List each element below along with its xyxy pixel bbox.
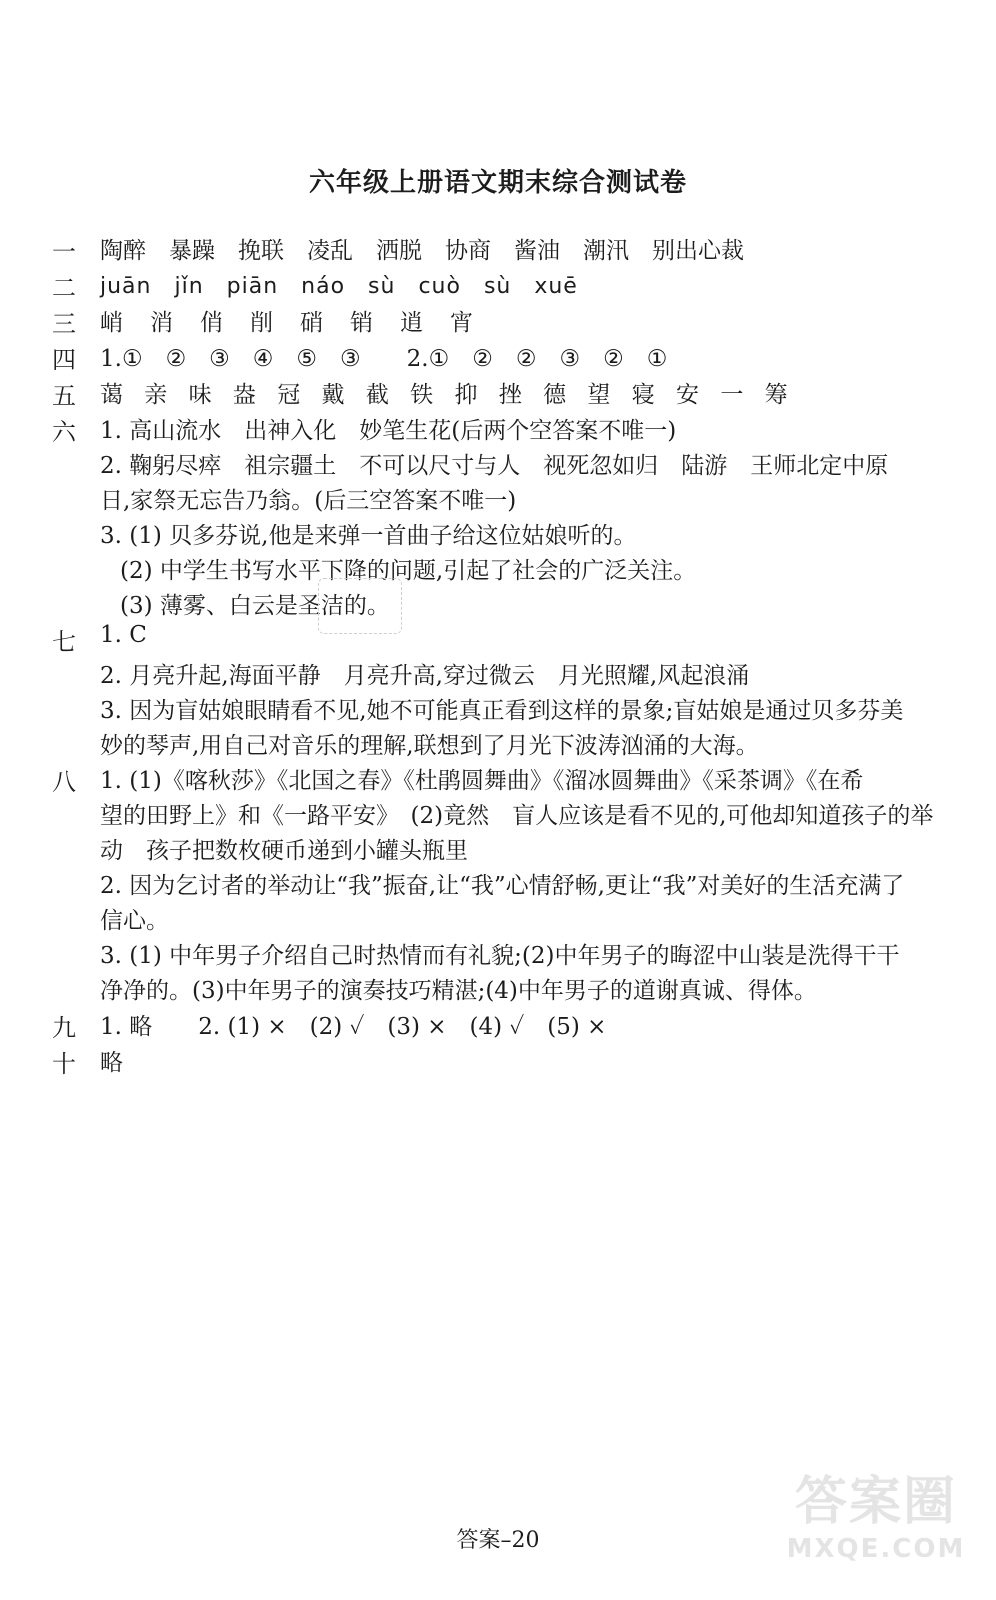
section-8-line-1: 1. (1)《喀秋莎》《北国之春》《杜鹃圆舞曲》《溜冰圆舞曲》《采茶调》《在希 [100, 768, 864, 794]
section-4-line-1: 1.① ② ③ ④ ⑤ ③ 2.① ② ② ③ ② ① [100, 346, 668, 372]
section-10-line-1: 略 [100, 1050, 123, 1076]
section-number-5: 五 [52, 382, 76, 410]
watermark-bottom: MXQE.COM [786, 1534, 966, 1564]
stamp-mark [318, 578, 402, 634]
section-number-10: 十 [52, 1050, 76, 1078]
section-7-line-1: 1. C [100, 622, 147, 648]
watermark-top: 答案圈 [794, 1472, 957, 1532]
page-title: 六年级上册语文期末综合测试卷 [308, 168, 687, 198]
section-1-line-1: 陶醉 暴躁 挽联 凌乱 洒脱 协商 酱油 潮汛 别出心裁 [100, 238, 744, 264]
section-9-line-1: 1. 略 2. (1) × (2) ✓ (3) × (4) ✓ (5) × [100, 1014, 607, 1040]
section-6-line-3: 日,家祭无忘告乃翁。(后三空答案不唯一) [100, 488, 517, 514]
section-number-1: 一 [52, 238, 76, 266]
section-3-line-1: 峭 消 俏 削 硝 销 逍 宵 [100, 310, 475, 336]
section-6-line-1: 1. 高山流水 出神入化 妙笔生花(后两个空答案不唯一) [100, 418, 677, 444]
section-7-line-2: 2. 月亮升起,海面平静 月亮升高,穿过微云 月光照耀,风起浪涌 [100, 663, 750, 689]
section-6-line-5: (2) 中学生书写水平下降的问题,引起了社会的广泛关注。 [120, 558, 697, 584]
section-2-line-1: juān jǐn piān náo sù cuò sù xuē [100, 274, 578, 299]
section-5-line-1: 蔼 亲 味 盎 冠 戴 截 铁 抑 挫 德 望 寝 安 一 筹 [100, 382, 795, 408]
section-6-line-2: 2. 鞠躬尽瘁 祖宗疆土 不可以尺寸与人 视死忽如归 陆游 王师北定中原 [100, 453, 889, 479]
section-number-8: 八 [52, 768, 76, 796]
section-8-line-5: 信心。 [100, 908, 169, 934]
section-8-line-2: 望的田野上》和《一路平安》 (2)竟然 盲人应该是看不见的,可他却知道孩子的举 [100, 803, 934, 829]
watermark-logo [776, 1470, 976, 1580]
section-6-line-4: 3. (1) 贝多芬说,他是来弹一首曲子给这位姑娘听的。 [100, 523, 637, 549]
section-number-7: 七 [52, 628, 76, 656]
section-7-line-3: 3. 因为盲姑娘眼睛看不见,她不可能真正看到这样的景象;盲姑娘是通过贝多芬美 [100, 698, 904, 724]
section-6-line-6: (3) 薄雾、白云是圣洁的。 [120, 593, 390, 619]
section-8-line-7: 净净的。(3)中年男子的演奏技巧精湛;(4)中年男子的道谢真诚、得体。 [100, 978, 817, 1004]
section-number-6: 六 [52, 418, 76, 446]
section-number-4: 四 [52, 346, 76, 374]
section-8-line-6: 3. (1) 中年男子介绍自己时热情而有礼貌;(2)中年男子的晦涩中山装是洗得干干 [100, 943, 900, 969]
page-number: 答案–20 [456, 1528, 540, 1553]
section-number-9: 九 [52, 1014, 76, 1042]
section-8-line-4: 2. 因为乞讨者的举动让“我”振奋,让“我”心情舒畅,更让“我”对美好的生活充满了 [100, 873, 905, 899]
section-number-2: 二 [52, 274, 76, 302]
section-number-3: 三 [52, 310, 76, 338]
section-7-line-4: 妙的琴声,用自己对音乐的理解,联想到了月光下波涛汹涌的大海。 [100, 733, 759, 759]
section-8-line-3: 动 孩子把数枚硬币递到小罐头瓶里 [100, 838, 468, 864]
